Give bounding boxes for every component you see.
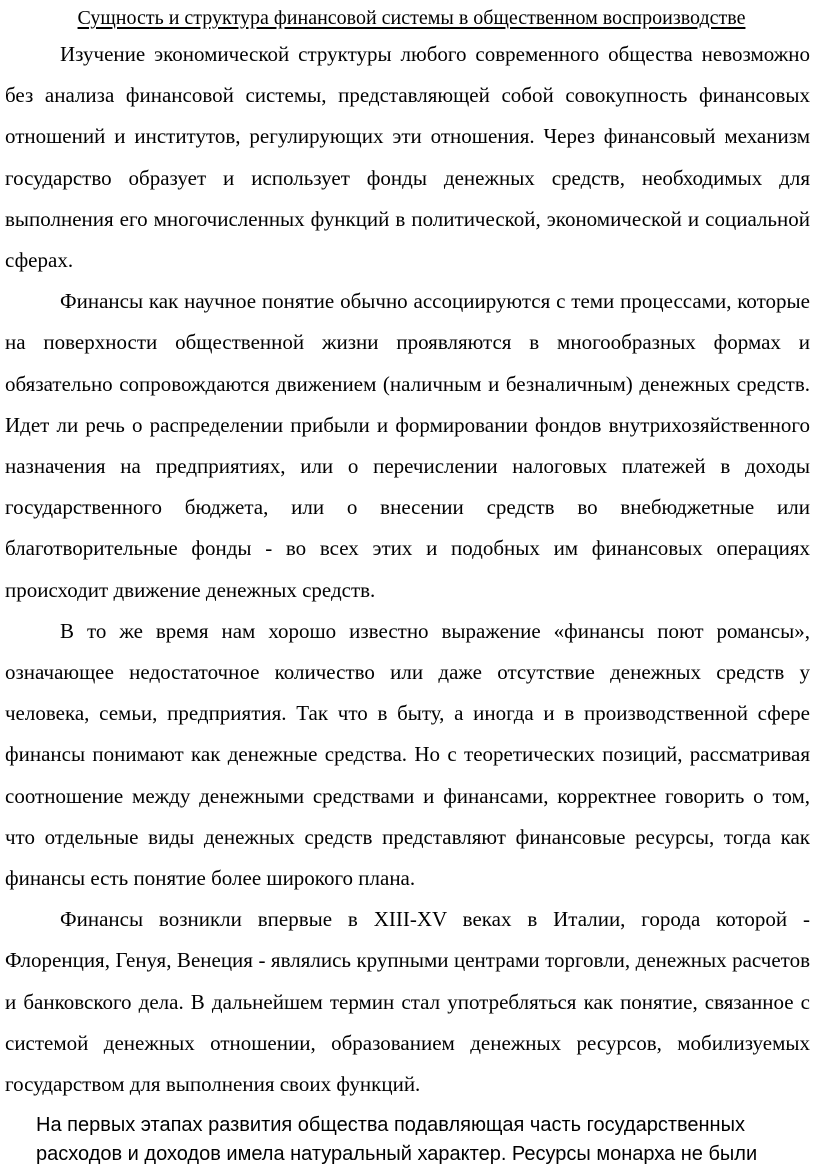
paragraph-3: В то же время нам хорошо известно выражение «финансы поют романсы», означающее недостаточное количество или даже отсутствие денежных средств у человека, семьи, предприятия. Так что в быту, а иногда и в производственной сфере финансы понимают как денежные средства. Но с теоретических позиций, рассматривая соотношение между денежными средствами и финансами, корректнее говорить о том, что отдельные виды денежных средств представляют финансовые ресурсы, тогда как финансы есть понятие более широкого плана.: [5, 618, 810, 891]
paragraph-4: Финансы возникли впервые в XIII-XV веках в Италии, города которой - Флоренция, Генуя, Венеция - являлись крупными центрами торговли, денежных расчетов и банковского дела. В дальнейшем термин стал употребляться как понятие, связанное с системой денежных отношении, образованием денежных ресурсов, мобилизуемых государством для выполнения своих функций.: [5, 907, 810, 1097]
paragraph-1: Изучение экономической структуры любого современного общества невозможно без анализа финансовой системы, представляющей собой совокупность финансовых отношений и институтов, регулирующих эти отношения. Через финансовый механизм государство образует и использует фонды денежных средств, необходимых для выполнения его многочисленных функций в политической, экономической и социальной сферах.: [5, 42, 810, 273]
paragraph-5-line-1: На первых этапах развития общества подавляющая часть государственных: [36, 1114, 745, 1137]
document-title: Сущность и структура финансовой системы в общественном воспроизводстве: [77, 7, 746, 29]
paragraph-2: Финансы как научное понятие обычно ассоциируются с теми процессами, которые на поверхности общественной жизни проявляются в многообразных формах и обязательно сопровождаются движением (наличным и безналичным) денежных средств. Идет ли речь о распределении прибыли и формировании фондов внутрихозяйственного назначения на предприятиях, или о перечислении налоговых платежей в доходы государственного бюджета, или о внесении средств во внебюджетные или благотворительные фонды - во всех этих и подобных им финансовых операциях происходит движение денежных средств.: [5, 289, 810, 602]
paragraph-5: [5, 1111, 810, 1169]
paragraph-5-line-2: расходов и доходов имела натуральный характер. Ресурсы монарха не были: [36, 1143, 758, 1166]
